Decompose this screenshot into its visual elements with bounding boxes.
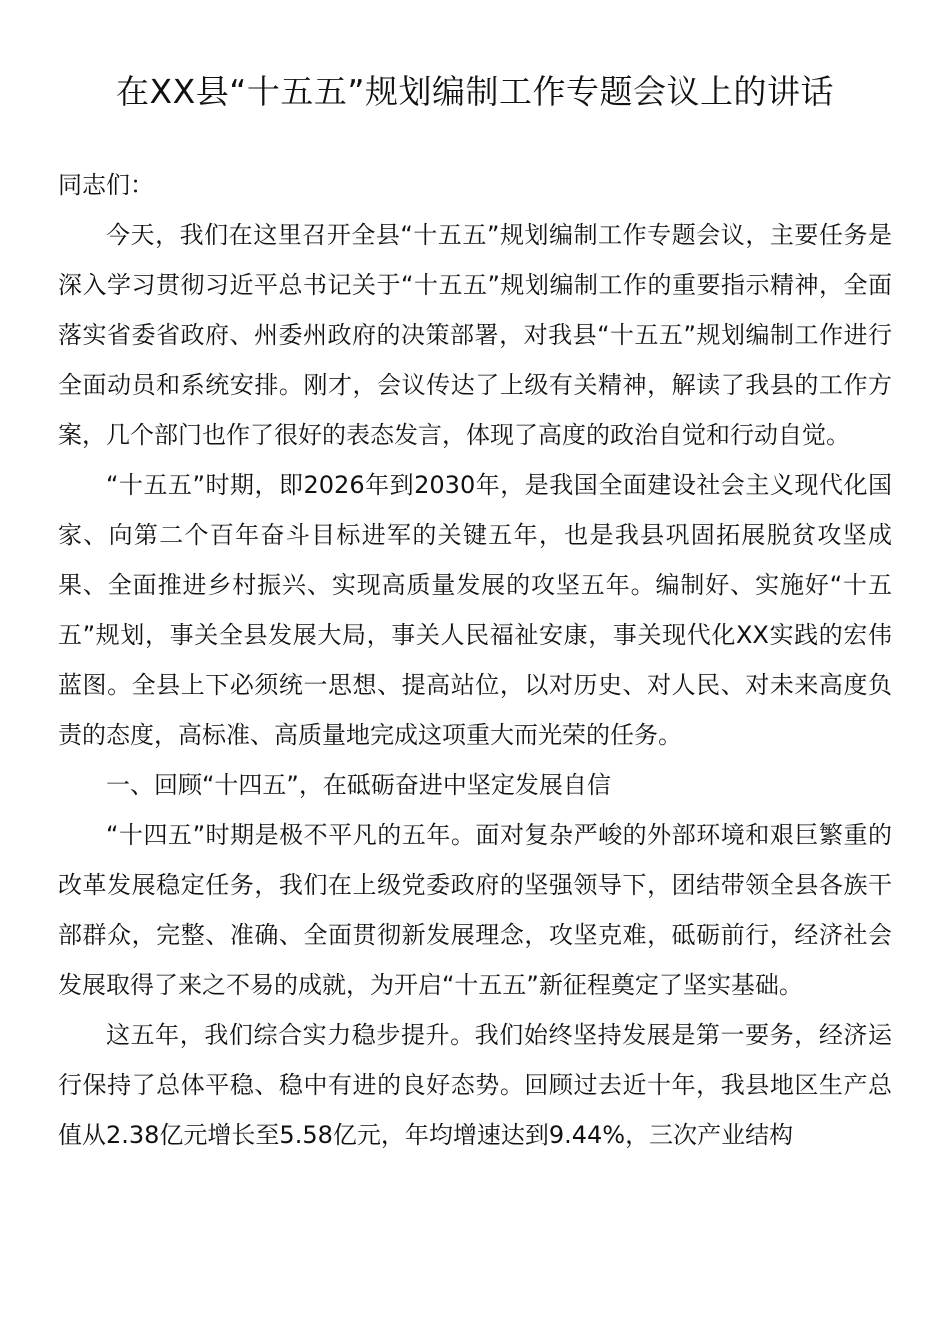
paragraph-achievements: 这五年，我们综合实力稳步提升。我们始终坚持发展是第一要务，经济运行保持了总体平稳、稳中有进的良好态势。回顾过去近十年，我县地区生产总值从2.38亿元增长至5.58亿元，年均增速达到9.44%，三次产业结构 [58,1021,892,1149]
paragraph-review: “十四五”时期是极不平凡的五年。面对复杂严峻的外部环境和艰巨繁重的改革发展稳定任务，我们在上级党委政府的坚强领导下，团结带领全县各族干部群众，完整、准确、全面贯彻新发展理念，攻坚克难，砥砺前行，经济社会发展取得了来之不易的成就，为开启“十五五”新征程奠定了坚实基础。 [58,821,892,999]
paragraph-intro: 今天，我们在这里召开全县“十五五”规划编制工作专题会议，主要任务是深入学习贯彻习近平总书记关于“十五五”规划编制工作的重要指示精神，全面落实省委省政府、州委州政府的决策部署，对我县“十五五”规划编制工作进行全面动员和系统安排。刚才，会议传达了上级有关精神，解读了我县的工作方案，几个部门也作了很好的表态发言，体现了高度的政治自觉和行动自觉。 [58,221,892,449]
document-title: 在XX县“十五五”规划编制工作专题会议上的讲话 [116,72,834,111]
paragraph-context: “十五五”时期，即2026年到2030年，是我国全面建设社会主义现代化国家、向第二个百年奋斗目标进军的关键五年，也是我县巩固拓展脱贫攻坚成果、全面推进乡村振兴、实现高质量发展的攻坚五年。编制好、实施好“十五五”规划，事关全县发展大局，事关人民福祉安康，事关现代化XX实践的宏伟蓝图。全县上下必须统一思想、提高站位，以对历史、对人民、对未来高度负责的态度，高标准、高质量地完成这项重大而光荣的任务。 [58,471,892,749]
section-heading-1: 一、回顾“十四五”，在砥砺奋进中坚定发展自信 [106,771,611,799]
document-page [58,62,892,1160]
salutation: 同志们： [58,171,154,199]
